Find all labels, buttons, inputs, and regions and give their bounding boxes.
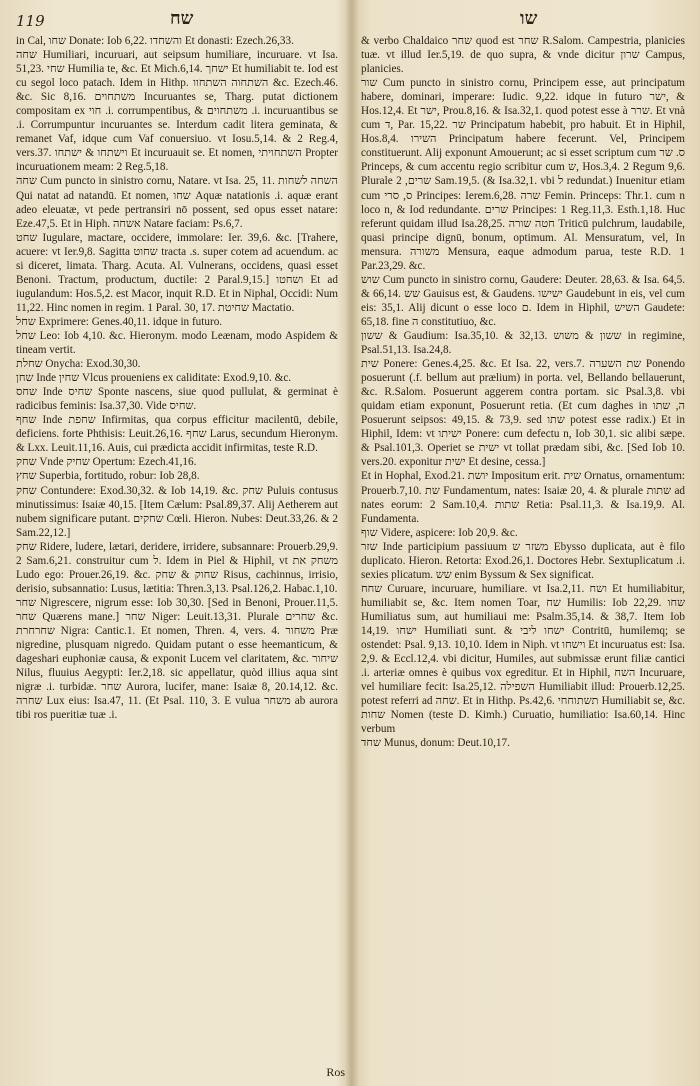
dictionary-entry: שחק Ridere, ludere, lætari, deridere, irridere, subsannare: Prouerb.29,9. 2 Sam.6,21. construitur cum ל. Idem in Piel & Hiphil, vt משחק את Ludo ego: Prouer.26,19. &c. שחוק & שחק Risus, cachinnus, irrisio, derisio, subsannatio: Lusus, lætitia: Thren.3,13. Psal.126,2. Habac.1,10. — [16, 540, 338, 595]
dictionary-entry: שחח Curuare, incuruare, humiliare. vt Isa.2,11. ושח Et humiliabitur, humiliabit se, &c. Item nomen Toar, שח Humilis: Iob 22,29. שחו Humiliatus sum, aut humiliaui me: Psalm.35,14. & 38,7. Item Iob 14,19. ישחו Humiliati sunt. & ישחו ליבי Contritū, humilemq; se ostendet: Psal. 9,13. 10,10. Idem in Niph. vt וישחו Et incuruatus est: Isa. 2,9. & Eccl.12,4. vbi dicitur, Humiles, aut submissæ erunt filiæ cantici .i. arteriæ omnes è quibus vox egreditur. Et in Hiphil, השח Incuruare, vel humiliare fecit: Isa.25,12. השפילה Humiliabit illud: Prouerb.12,25. potest referri ad שחה. Et in Hithp. Ps.42,6. תשתוחחי Humiliabit se, &c. שחות Nomen (teste D. Kimh.) Curuatio, humiliatio: Isa.60,14. Hinc verbum — [361, 582, 685, 736]
dictionary-entry: שחן Inde שחין Vlcus proueniens ex caliditate: Exod.9,10. &c. — [16, 372, 292, 385]
dictionary-entry: in Cal, שחו Donate: Iob 6,22. והשחדו Et donasti: Ezech.26,33. — [16, 35, 294, 47]
dictionary-entry: שחה Humiliari, incuruari, aut seipsum humiliare, incuruare. vt Isa. 51,23. שחי Humilia te, &c. Et Mich.6,14. ישחך Et humiliabit te. Iod est cu segol loco patach. Idem in Hithp. השתחוה השתחוו &c. Ezech.46. &c. Sic 8,16. משתחוים Incuruantes se, Tharg. putat dictionem compositam ex חוי .i. corrumpentibus, & משתחוים .i. incuruantibus se .i. Corrumpuntur incuruantes se. Interdum cadit litera geminata, & remanet Vaf, idque cum Vaf conuersiuo. vt Iosu.5,14. & 2 Reg.4, vers.37. וישתחו & ישתחו Et incuruauit se. Et nomen, השתחויתי Propter incuruationem meam: 2 Reg.5,18. — [16, 49, 338, 174]
dictionary-entry: שוש Cum puncto in sinistro cornu, Gaudere: Deuter. 28,63. & Isa. 64,5. & 66,14. שש Gauisus est, & Gaudens. ישישו Gaudebunt in eis, vel cum eis: 35,1. Alij dicunt o esse loco ם. Idem in Hiphil, השיש Gaudete: 65,18. fine ה constitutiuo, &c. — [361, 273, 685, 328]
dictionary-entry: שחה Cum puncto in sinistro cornu, Natare. vt Isa. 25, 11. השחה לשחות Qui natat ad natandū. Et nomen, שחו Aquæ natationis .i. aquæ erant adeo eleuatæ, vt pede pertransiri nō possent, sed opus esset natare: Eze.47,5. Et in Hiph. אשחה Natare faciam: Ps.6,7. — [16, 175, 338, 230]
dictionary-entry: שחק Contundere: Exod.30,32. & Iob 14,19. &c. שחק Puluis contusus minutissimus: Isaiæ 40,15. [Item Cælum: Psal.89,37. Alij Aetherem aut nubem significare putant. שחקים Cœli. Hieron. Nubes: Deut.33,26. & 2 Sam.22,12.] — [16, 484, 338, 539]
dictionary-entry: שוף Videre, aspicere: Iob 20,9. &c. — [361, 526, 518, 539]
dictionary-entry: שחץ Superbia, fortitudo, robur: Iob 28,8. — [16, 470, 200, 483]
page-gutter — [345, 0, 359, 1086]
catchword: Ros — [326, 1065, 345, 1079]
dictionary-entry: שור Cum puncto in sinistro cornu, Principem esse, aut principatum habere, dominari, imperare: Iudic. 9,22. idque in futuro ישר, & Hos.12,4. Et ישר, Prou.8,16. & Isa.32,1. quod potest esse à שרר. Et vnà cum ד, Par. 15,22. שר Principatum habebit, pro habuit. Et in Hiphil, Hos.8,4. השירו Principatum habere fecerunt. Vel, Principem constituerunt. Alij exponunt Amouerunt; ac si esset scriptum cum ס. שר Princeps, & cum accentu regio scribitur cum ש, Hos.3,4. 2 Regum 9,6. Plurale שרים, 2 Sam.19,5. (& Isa.32,1. vbi ל redundat.) Inuenitur etiam cum ס, סרי Principes: Ierem.6,28. שרה Femin. Princeps: Thr.1. cum n loco n, & Iod redundante. שרים Principes: 1 Reg.11,3. Esth.1,18. Huc referunt quidam illud Isa.28,25. חטה שורה Triticū pulchrum, laudabile, quasi principe dignū, bonum, optimum. Al. Mensuratum, vel, In mensura. משורה Mensura, eaque admodum parua, teste R.D. 1 Par.23,29. &c. — [361, 77, 685, 272]
right-running-head: שו — [520, 8, 538, 29]
dictionary-entry: שחל Leo: Iob 4,10. &c. Hieronym. modo Leænam, modo Aspidem & tineam vertit. — [16, 329, 338, 357]
left-running-head: שח — [170, 8, 194, 29]
dictionary-entry: Et in Hophal, Exod.21. יושת Impositum erit. שית Ornatus, ornamentum: Prouerb.7,10. שת Fundamentum, nates: Isaiæ 20, 4. & plurale שתות ad nates eorum: 2 Sam.10,4. שתות Retia: Psal.11,3. & Isa.19,9. Al. Fundamenta. — [361, 470, 685, 525]
dictionary-entry: שחק Vnde שחיק Opertum: Ezech.41,16. — [16, 456, 197, 469]
right-column — [361, 34, 685, 1074]
dictionary-entry: ששון & Gaudium: Isa.35,10. & 32,13. ששון & משוש in regimine, Psal.51,13. Isa.24,8. — [361, 329, 685, 357]
dictionary-entry: שית Ponere: Genes.4,25. &c. Et Isa. 22, vers.7. שת השערה Ponendo posuerunt (.f. bellum aut prælium) in porta. vel, Bellando bellauerunt, &c. R.Salom. Posuerunt aggerem contra portam. sic Psal.3,8. vbi quidam etiam exponunt, Posuerunt retia. (Et cum daghes in ה, שתו Posuerunt seipsos: 49,15. & 73,9. sed שתו potest esse radix.) Et in Hiphil, Idem: vt ישיתו Ponere: cum defectu n, Iob 30,1. sic alibi sæpe. & Psal.101,3. Operiet se ישית vt tollat prædam sibi, &c. [Sed Iob 10. vers.20. exponitur ישית Et desine, cessa.] — [361, 358, 685, 469]
dictionary-entry: שחף Inde שחפת Infirmitas, qua corpus efficitur macilentū, debile, deficiens. forte Phthisis: Leuit.26,16. שחף Larus, secundum Hieronym. & Lxx. Leuit.11,16. Auis, cui prædicta accidit infirmitas, teste R.D. — [16, 414, 338, 455]
dictionary-entry: שזר Inde participium passiuum משזר ש Ebysso duplicata, aut è filo duplicato. Hieron. Retorta: Exod.26,1. Doctores Hebr. Sextuplicatum .i. sexies plicatum. שש enim Byssum & Sex significat. — [361, 540, 685, 581]
dictionary-entry: שחלת Onycha: Exod.30,30. — [16, 358, 141, 371]
dictionary-entry: שחס Inde שחיס Sponte nascens, siue quod pullulat, & germinat è radicibus feminis: Isa.37,30. Vide שחיס. — [16, 386, 338, 413]
dictionary-entry: שחל Exprimere: Genes.40,11. idque in futuro. — [16, 315, 223, 328]
dictionary-entry: & verbo Chaldaico שחר quod est שחר R.Salom. Campestria, planicies tuæ. vt illud Ier.5,19. de quo supra, & vnde dicitur שרון Campus, planicies. — [361, 35, 685, 76]
page-number: 119 — [16, 12, 45, 30]
dictionary-entry: שחר Nigrescere, nigrum esse: Iob 30,30. [Sed in Benoni, Prouer.11,5. שחר Quærens mane.] שחר Niger: Leuit.13,31. Plurale שחרים &c. שחרחרת Nigra: Cantic.1. Et nomen, Thren. 4, vers. 4. משחור Præ nigredine, plusquam nigredo. Quidam putant o esse heemanticum, & dageshari euphoniæ causa, & exponit Lucem vel claritatem, &c. שיחור Nilus, fluuius Aegypti: Ier.2,18. sic appellatur, quòd illius aqua sint nigræ .i. turbidæ. שחר Aurora, lucifer, mane: Isaiæ 8, 20.14,12. &c. שחרה Lux eius: Isa.47, 11. (Et Psal. 110, 3. E vulua משחר ab aurora tibi ros pueritiæ tuæ .i. — [16, 596, 338, 722]
dictionary-entry: שחט Iugulare, mactare, occidere, immolare: Ier. 39,6. &c. [Trahere, acuere: vt Ier.9,8. Sagitta שחוט tracta .s. super cotem ad acuendum. ac si diceret, limata. Tharg. Acuta. Al. Vulnerans, occidens, quasi esset Benoni. Tractum, productum, ductile: 2 Paral.9,15.] ושחטו Et ad iugulandum: Hos.5,2. est Macor, inquit R.D. Et in Niphal, Occidi: Num 11,22. Hinc nomen in regim. 1 Paral. 30, 17. שחיטת Mactatio. — [16, 231, 338, 314]
dictionary-entry: שחד Munus, donum: Deut.10,17. — [361, 737, 510, 750]
left-column — [16, 34, 338, 1074]
